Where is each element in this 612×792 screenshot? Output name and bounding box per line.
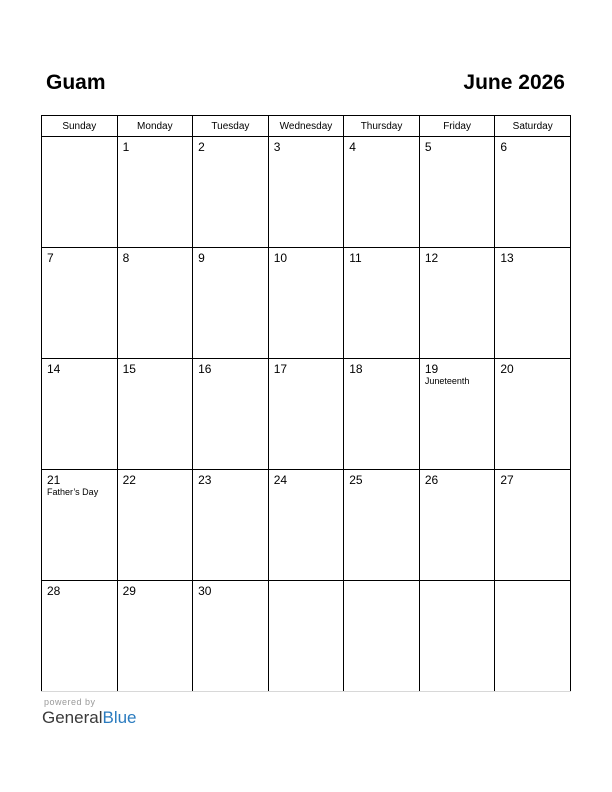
day-cell <box>419 359 495 470</box>
day-cell <box>344 248 420 359</box>
day-cell <box>193 581 269 692</box>
day-number: 21 <box>47 473 61 487</box>
day-cell <box>495 137 571 248</box>
weekday-header: Monday <box>117 116 193 137</box>
week-row <box>42 248 571 359</box>
day-number: 25 <box>349 473 363 487</box>
generalblue-logo[interactable] <box>42 708 137 728</box>
day-cell <box>495 470 571 581</box>
day-number <box>495 581 570 584</box>
day-number <box>269 581 344 584</box>
day-number: 11 <box>349 251 362 265</box>
day-cell <box>268 581 344 692</box>
logo-text-general: General <box>42 708 103 727</box>
day-cell <box>193 470 269 581</box>
day-number: 23 <box>198 473 212 487</box>
day-cell <box>495 248 571 359</box>
day-number: 18 <box>349 362 363 376</box>
day-number: 29 <box>122 584 136 598</box>
day-number <box>420 581 495 584</box>
day-cell <box>42 470 118 581</box>
day-cell <box>117 137 193 248</box>
day-cell <box>419 470 495 581</box>
day-number: 4 <box>349 140 356 154</box>
calendar-grid <box>41 115 571 692</box>
day-number: 1 <box>122 140 130 154</box>
day-number: 27 <box>500 473 514 487</box>
day-number: 24 <box>273 473 288 487</box>
day-cell <box>193 359 269 470</box>
day-cell <box>42 137 118 248</box>
day-number: 14 <box>47 362 61 376</box>
day-cell <box>419 248 495 359</box>
holiday-label: Father’s Day <box>47 487 99 497</box>
day-number: 5 <box>424 140 432 154</box>
day-number: 19 <box>424 362 439 376</box>
day-number: 30 <box>198 584 212 598</box>
day-number: 7 <box>47 251 54 265</box>
day-number: 9 <box>198 251 205 265</box>
day-cell <box>419 581 495 692</box>
day-number: 17 <box>273 362 288 376</box>
weekday-header-row <box>42 116 571 137</box>
day-number <box>344 581 419 584</box>
day-cell <box>419 137 495 248</box>
day-cell <box>117 470 193 581</box>
day-number: 26 <box>424 473 439 487</box>
weekday-header: Wednesday <box>268 116 344 137</box>
day-number <box>42 137 117 140</box>
day-cell <box>268 359 344 470</box>
day-cell <box>193 137 269 248</box>
powered-by-text: powered by <box>44 697 96 707</box>
day-number: 15 <box>122 362 136 376</box>
day-number: 6 <box>500 140 508 154</box>
day-cell <box>42 581 118 692</box>
day-number: 22 <box>122 473 136 487</box>
logo-text-blue: Blue <box>102 708 137 727</box>
day-number: 8 <box>122 251 130 265</box>
week-row <box>42 470 571 581</box>
month-title: June 2026 <box>463 71 565 94</box>
day-cell <box>268 470 344 581</box>
day-number: 2 <box>198 140 205 154</box>
day-cell <box>344 470 420 581</box>
day-number: 13 <box>500 251 514 265</box>
weekday-header: Tuesday <box>193 116 269 137</box>
day-cell <box>268 137 344 248</box>
day-cell <box>193 248 269 359</box>
day-cell <box>117 581 193 692</box>
day-cell <box>344 359 420 470</box>
day-number: 3 <box>273 140 281 154</box>
holiday-label: Juneteenth <box>424 376 470 386</box>
week-row <box>42 359 571 470</box>
day-cell <box>117 359 193 470</box>
day-cell <box>42 248 118 359</box>
weekday-header: Friday <box>419 116 495 137</box>
day-number: 10 <box>273 251 288 265</box>
week-row <box>42 581 571 692</box>
weekday-header: Sunday <box>42 116 118 137</box>
day-number: 20 <box>500 362 514 376</box>
day-cell <box>495 359 571 470</box>
day-cell <box>117 248 193 359</box>
day-number: 12 <box>424 251 439 265</box>
day-number: 28 <box>47 584 61 598</box>
region-title: Guam <box>46 71 106 94</box>
day-cell <box>344 581 420 692</box>
footer-divider <box>41 691 571 692</box>
day-cell <box>42 359 118 470</box>
day-cell <box>495 581 571 692</box>
weekday-header: Thursday <box>344 116 420 137</box>
day-cell <box>344 137 420 248</box>
week-row <box>42 137 571 248</box>
day-cell <box>268 248 344 359</box>
weekday-header: Saturday <box>495 116 571 137</box>
day-number: 16 <box>198 362 212 376</box>
